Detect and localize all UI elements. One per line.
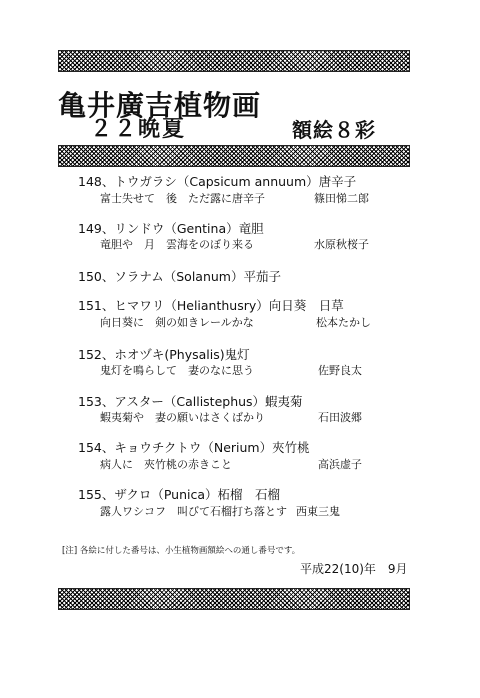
bottom-pattern-band [58, 588, 410, 610]
entry-author: 水原秋桜子 [314, 238, 369, 251]
entry-haiku: 露人ワシコフ 叫びて石榴打ち落とす [100, 505, 287, 518]
entry-author: 高浜虚子 [318, 458, 362, 471]
date-label: 平成22(10)年 9月 [300, 562, 408, 576]
top-pattern-band [58, 50, 410, 72]
entry-title: 149、リンドウ（Gentina）竜胆 [78, 221, 264, 236]
season-subtitle: ２２晩夏 [90, 117, 187, 142]
entry-title: 155、ザクロ（Punica）柘榴 石榴 [78, 487, 281, 502]
collection-subtitle: 額絵８彩 [292, 118, 376, 142]
entry-haiku: 病人に 夾竹桃の赤きこと [100, 458, 232, 471]
footnote: [注] 各絵に付した番号は、小生植物画額絵への通し番号です。 [62, 546, 301, 556]
entry-haiku: 富士失せて 後 ただ露に唐辛子 [100, 192, 265, 205]
entry-author: 石田波郷 [318, 411, 362, 424]
entry-author: 西東三鬼 [296, 505, 340, 518]
entry-haiku: 竜胆や 月 雲海をのぼり来る [100, 238, 254, 251]
entry-haiku: 向日葵に 剣の如きレールかな [100, 316, 254, 329]
entry-title: 150、ソラナム（Solanum）平茄子 [78, 269, 281, 284]
entry-author: 佐野良太 [318, 364, 362, 377]
middle-pattern-band [58, 145, 410, 167]
entry-title: 153、アスター（Callistephus）蝦夷菊 [78, 394, 303, 409]
entry-title: 151、ヒマワリ（Helianthusry）向日葵 日草 [78, 298, 344, 313]
entry-haiku: 蝦夷菊や 妻の願いはさくばかり [100, 411, 265, 424]
entry-author: 松本たかし [316, 316, 371, 329]
entry-title: 152、ホオヅキ(Physalis)鬼灯 [78, 347, 250, 362]
page-title: 亀井廣吉植物画 [58, 89, 262, 122]
entry-title: 148、トウガラシ（Capsicum annuum）唐辛子 [78, 174, 357, 189]
entry-haiku: 鬼灯を鳴らして 妻のなに思う [100, 364, 254, 377]
entry-title: 154、キョウチクトウ（Nerium）夾竹桃 [78, 440, 310, 455]
entry-author: 篠田悌二郎 [314, 192, 369, 205]
